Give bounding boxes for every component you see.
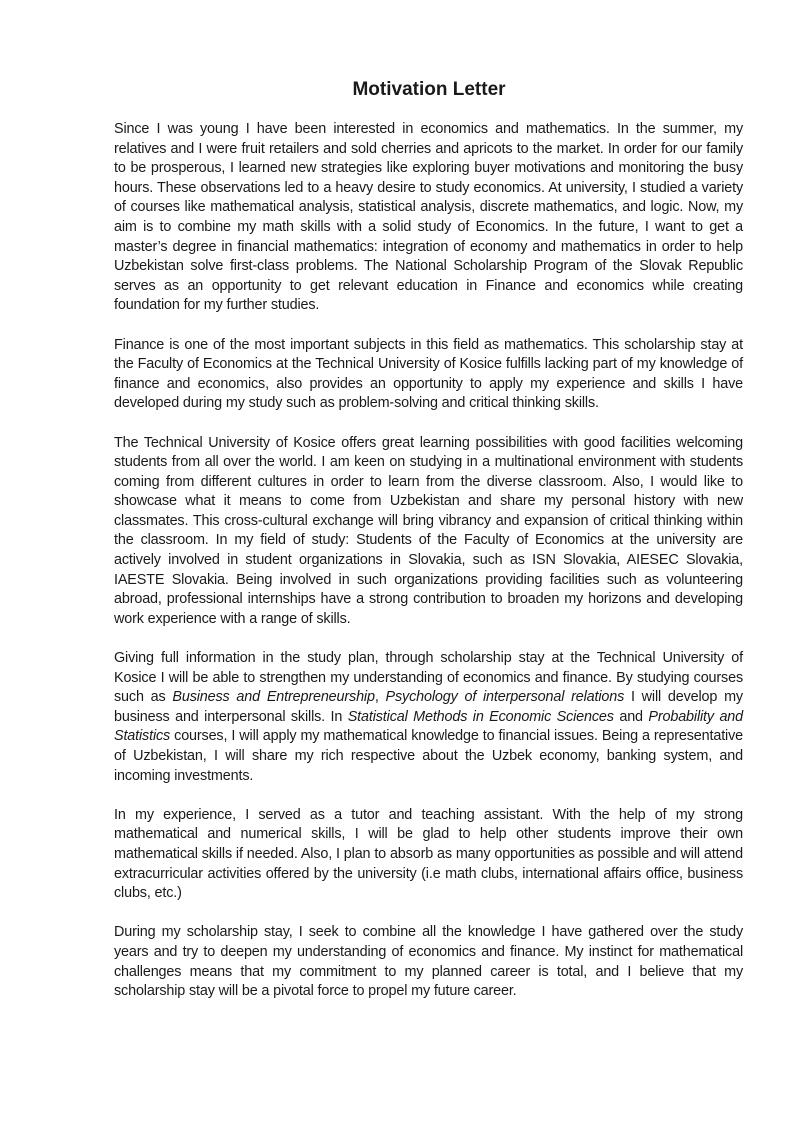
paragraph-italic-text: Probability and Statistics xyxy=(114,708,743,745)
paragraph-text: I will develop my business and interpersonal skills. In xyxy=(114,689,743,725)
paragraph-text: Giving full information in the study plan, through scholarship stay at the Technical University of Kosice I will be able to strengthen my understanding of economics and finance. By studying courses such as xyxy=(114,650,743,706)
paragraph-text: and xyxy=(613,708,649,725)
paragraph-italic-text: Statistical Methods in Economic Sciences xyxy=(347,708,614,725)
paragraph-text: The Technical University of Kosice offers great learning possibilities with good facilities welcoming students from all over the world. I am keen on studying in a multinational environment with students coming from different cultures in order to learn from the diverse classroom. Also, I would like to showcase what it means to come from Uzbekistan and share my personal history with new classmates. This cross-cultural exchange will bring vibrancy and expansion of critical thinking within the classroom. In my field of study: Students of the Faculty of Economics at the university are actively involved in student organizations in Slovakia, such as ISN Slovakia, AIESEC Slovakia, IAESTE Slovakia. Being involved in such organizations providing facilities such as volunteering abroad, professional internships have a strong contribution to broaden my horizons and developing work experience with a range of skills. xyxy=(114,434,743,627)
paragraph-italic-text: Business and Entrepreneurship xyxy=(172,689,375,706)
body-paragraph xyxy=(114,649,743,786)
paragraph-text: Since I was young I have been interested in economics and mathematics. In the summer, my relatives and I were fruit retailers and sold cherries and apricots to the market. In order for our family to be prosperous, I learned new strategies like exploring buyer motivations and monitoring the busy hours. These observations led to a heavy desire to study economics. At university, I studied a variety of courses like mathematical analysis, statistical analysis, discrete mathematics, and logic. Now, my aim is to combine my math skills with a solid study of Economics. In the future, I want to get a master’s degree in financial mathematics: integration of economy and mathematics in order to help Uzbekistan solve first-class problems. The National Scholarship Program of the Slovak Republic serves as an opportunity to get relevant education in Finance and economics while creating foundation for my further studies. xyxy=(114,121,743,314)
body-paragraph xyxy=(114,923,743,1001)
paragraph-italic-text: Psychology of interpersonal relations xyxy=(385,689,625,706)
document-title: Motivation Letter xyxy=(352,79,506,100)
body-paragraph xyxy=(114,434,743,630)
body-paragraph xyxy=(114,336,743,414)
document-body xyxy=(114,120,743,1021)
paragraph-text: During my scholarship stay, I seek to combine all the knowledge I have gathered over the study years and try to deepen my understanding of economics and finance. My instinct for mathematical challenges means that my commitment to my planned career is total, and I believe that my scholarship stay will be a pivotal force to propel my future career. xyxy=(114,924,743,1000)
paragraph-text: In my experience, I served as a tutor and teaching assistant. With the help of my strong mathematical and numerical skills, I will be glad to help other students improve their own mathematical skills if needed. Also, I plan to absorb as many opportunities as possible and will attend extracurricular activities offered by the university (i.e math clubs, international affairs office, business clubs, etc.) xyxy=(114,806,743,902)
paragraph-text: , xyxy=(374,689,386,706)
body-paragraph xyxy=(114,806,743,904)
paragraph-text: Finance is one of the most important subjects in this field as mathematics. This scholarship stay at the Faculty of Economics at the Technical University of Kosice fulfills lacking part of my knowledge of finance and economics, also provides an opportunity to apply my experience and skills I have developed during my study such as problem-solving and critical thinking skills. xyxy=(114,336,743,412)
paragraph-text: courses, I will apply my mathematical knowledge to financial issues. Being a representative of Uzbekistan, I will share my rich respective about the Uzbek economy, banking system, and incoming investments. xyxy=(114,728,743,784)
body-paragraph xyxy=(114,120,743,316)
